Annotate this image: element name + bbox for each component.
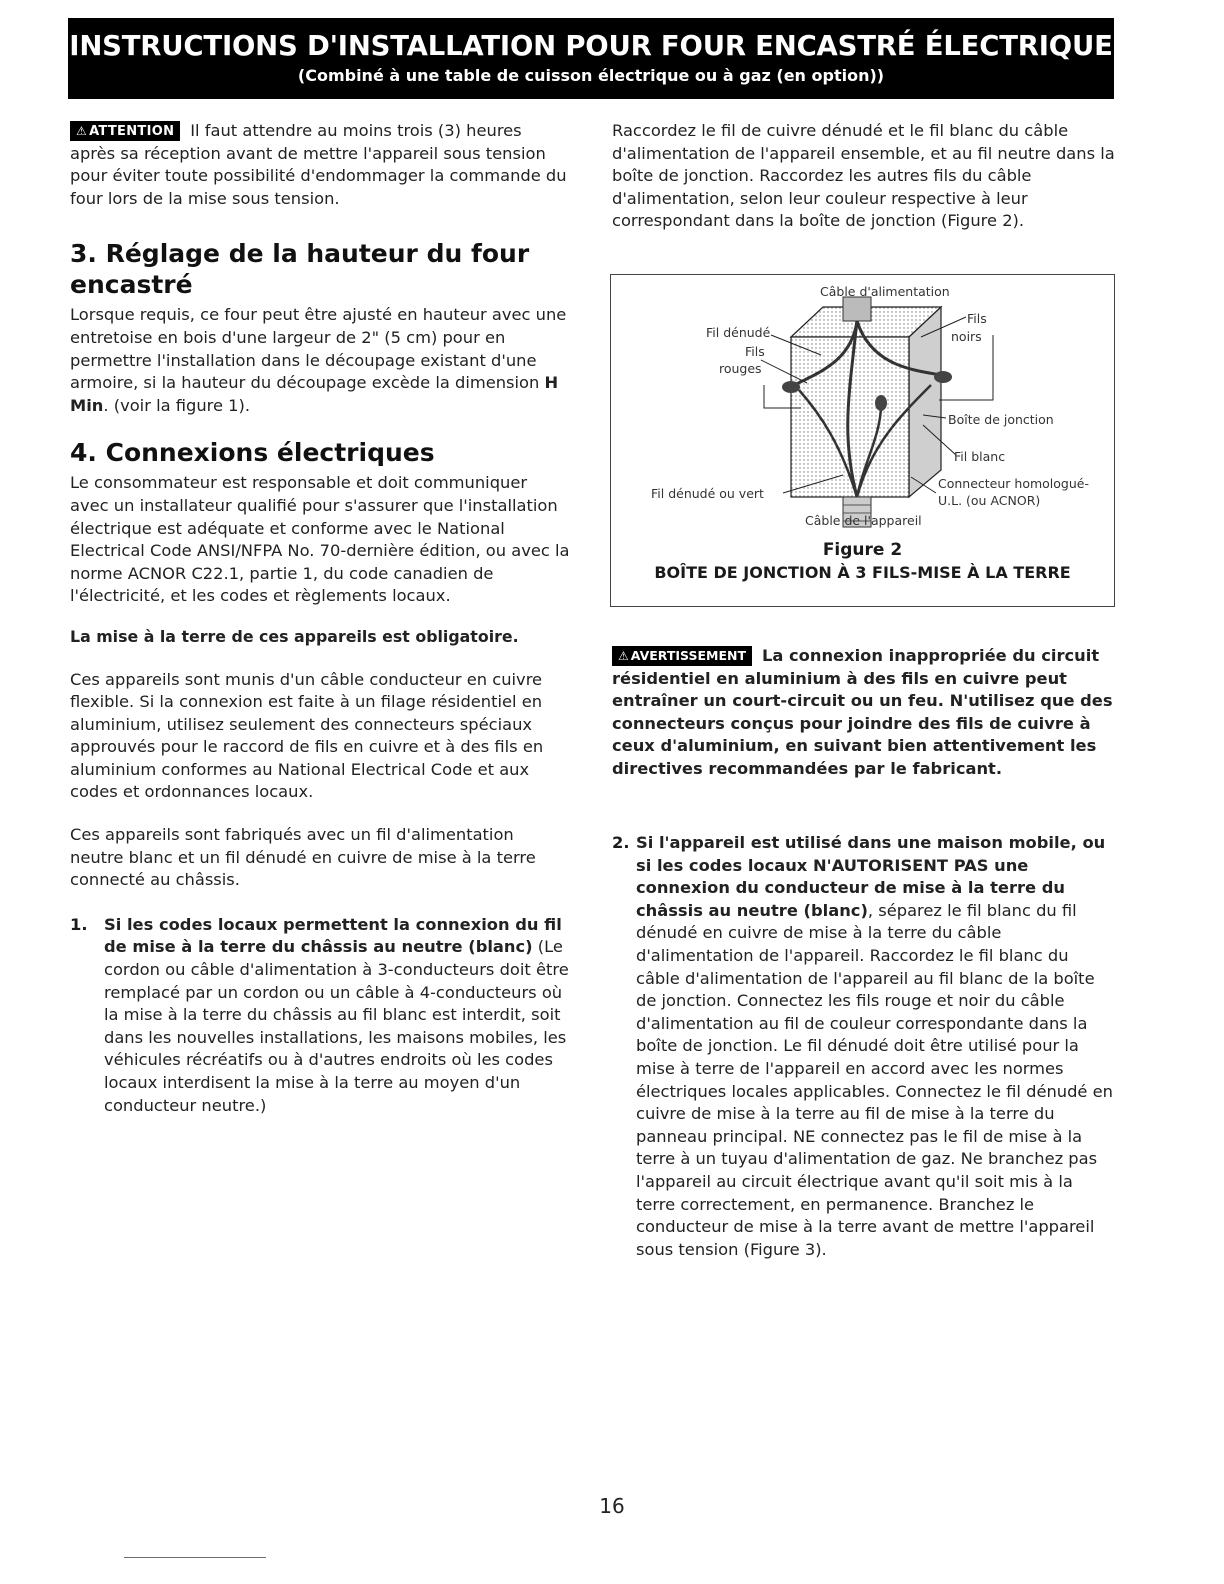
right-column-intro bbox=[612, 120, 1118, 233]
warning-triangle-icon: ⚠ bbox=[76, 124, 88, 138]
label-connecteur-1: Connecteur homologué- bbox=[938, 476, 1089, 491]
section4-title: 4. Connexions électriques bbox=[70, 438, 435, 468]
label-cable-alimentation: Câble d'alimentation bbox=[820, 284, 950, 299]
label-cable-appareil: Câble de l'appareil bbox=[805, 513, 922, 528]
attention-badge: ⚠ ATTENTION bbox=[70, 121, 180, 141]
label-fils-noirs-1: Fils bbox=[967, 311, 987, 326]
label-fil-denude: Fil dénudé bbox=[706, 325, 771, 340]
label-fils-noirs-2: noirs bbox=[951, 329, 982, 344]
item-number: 1. bbox=[70, 914, 88, 934]
section4-text: Le consommateur est responsable et doit communiquer avec un installateur qualifié pour s'assurer que l'installation électrique est adéquate et conforme avec le National Electrical Code ANSI/NFPA No. 70-dernière édition, ou avec la norme ACNOR C22.1, partie 1, du code canadien de l'électricité, et les codes et règlements locaux. bbox=[70, 473, 570, 606]
header-title: INSTRUCTIONS D'INSTALLATION POUR FOUR ENCASTRÉ ÉLECTRIQUE bbox=[69, 30, 1113, 62]
warning-block bbox=[612, 645, 1116, 781]
numbered-item-1 bbox=[70, 914, 570, 1117]
label-fils-rouges-2: rouges bbox=[719, 361, 762, 376]
figure-number: Figure 2 bbox=[822, 540, 903, 560]
warning-badge: ⚠ AVERTISSEMENT bbox=[612, 646, 752, 666]
mandatory-grounding-note: La mise à la terre de ces appareils est obligatoire. bbox=[70, 626, 519, 646]
warning-text: résidentiel en aluminium à des fils en cuivre peut entraîner un court-circuit ou un feu. N'utilisez que des connecteurs conçus pour joindre des fils de cuivre à ceux d'aluminium, en suivant bien attentivement les directives recommandées par le fabricant. bbox=[612, 668, 1113, 778]
section3-text: Lorsque requis, ce four peut être ajusté en hauteur avec une entretoise en bois d'une largeur de 2" (5 cm) pour en permettre l'installation dans le découpage existant d'une armoire, si la hauteur du découpage excède la dimension H Min. (voir la figure 1). bbox=[70, 305, 567, 415]
warning-triangle-icon: ⚠ bbox=[618, 649, 629, 663]
header-subtitle: (Combiné à une table de cuisson électrique ou à gaz (en option)) bbox=[297, 66, 885, 85]
label-fil-denude-vert: Fil dénudé ou vert bbox=[651, 486, 764, 501]
left-column bbox=[70, 120, 570, 1117]
warning-paragraph: ⚠ AVERTISSEMENT La connexion inappropriée du circuit résidentiel en aluminium à des fils en cuivre peut entraîner un court-circuit ou un feu. N'utilisez que des connecteurs conçus pour joindre des fils de cuivre à ceux d'aluminium, en suivant bien attentivement les directives recommandées par le fabricant. bbox=[612, 646, 1113, 778]
figure-2-box bbox=[610, 274, 1115, 607]
attention-paragraph bbox=[70, 120, 570, 210]
attention-text: Il faut attendre au moins trois (3) heures après sa réception avant de mettre l'appareil sous tension pour éviter toute possibilité d'endommager la commande du four lors de la mise sous tension. bbox=[70, 121, 567, 208]
neutral-wire-paragraph: Ces appareils sont fabriqués avec un fil d'alimentation neutre blanc et un fil dénudé en cuivre de mise à la terre connecté au châssis. bbox=[70, 825, 536, 890]
item-body: Si les codes locaux permettent la connexion du fil de mise à la terre du châssis au neutre (blanc) (Le cordon ou câble d'alimentation à 3-conducteurs doit être remplacé par un cordon ou un câble à 4-conducteurs où la mise à la terre du châssis au fil blanc est interdit, soit dans les nouvelles installations, les maisons mobiles, les véhicules récréatifs ou à d'autres endroits où les codes locaux interdisent la mise à la terre au moyen d'un conducteur neutre.) bbox=[104, 914, 569, 1115]
numbered-item-2-row bbox=[612, 832, 1116, 1261]
item-body: Si l'appareil est utilisé dans une maison mobile, ou si les codes locaux N'AUTORISENT PAS une connexion du conducteur de mise à la terre du châssis au neutre (blanc), séparez le fil blanc du fil dénudé en cuivre de mise à la terre du câble d'alimentation de l'appareil. Raccordez le fil blanc du câble d'alimentation de l'appareil au fil blanc de la boîte de jonction. Connectez les fils rouge et noir du câble d'alimentation au fil de couleur correspondante dans la boîte de jonction. Le fil dénudé doit être utilisé pour la mise à terre de l'appareil en accord avec les normes électriques locales applicables. Connectez le fil dénudé en cuivre de mise à la terre au fil de mise à la terre du panneau principal. NE connectez pas le fil de mise à la terre à un tuyau d'alimentation de gaz. Ne branchez pas l'appareil au circuit électrique avant qu'il soit mis à la terre correctement, en permanence. Branchez le conducteur de mise à la terre avant de mettre l'appareil sous tension (Figure 3). bbox=[636, 833, 1113, 1259]
footer-divider bbox=[124, 1557, 266, 1558]
numbered-item-2 bbox=[612, 832, 1116, 1261]
label-fils-rouges-1: Fils bbox=[745, 344, 765, 359]
label-boite-jonction: Boîte de jonction bbox=[948, 412, 1054, 427]
aluminium-paragraph: Ces appareils sont munis d'un câble conducteur en cuivre flexible. Si la connexion est faite à un filage résidentiel en aluminium, utilisez seulement des connecteurs spéciaux approuvés pour le raccord de fils en cuivre et à des fils en aluminium conformes au National Electrical Code et aux codes et ordonnances locaux. bbox=[70, 669, 544, 802]
page-number: 16 bbox=[599, 1494, 625, 1518]
page-header bbox=[68, 18, 1114, 99]
label-fil-blanc: Fil blanc bbox=[954, 449, 1006, 464]
label-connecteur-2: U.L. (ou ACNOR) bbox=[938, 493, 1041, 508]
wiring-intro-paragraph: Raccordez le fil de cuivre dénudé et le fil blanc du câble d'alimentation de l'appareil ensemble, et au fil neutre dans la boîte de jonction. Raccordez les autres fils du câble d'alimentation, selon leur couleur respective à leur correspondant dans la boîte de jonction (Figure 2). bbox=[612, 121, 1115, 231]
section3-title: 3. Réglage de la hauteur du four encastré bbox=[70, 239, 530, 300]
item-number: 2. bbox=[612, 833, 630, 852]
figure-title: BOÎTE DE JONCTION À 3 FILS-MISE À LA TERRE bbox=[654, 563, 1071, 582]
